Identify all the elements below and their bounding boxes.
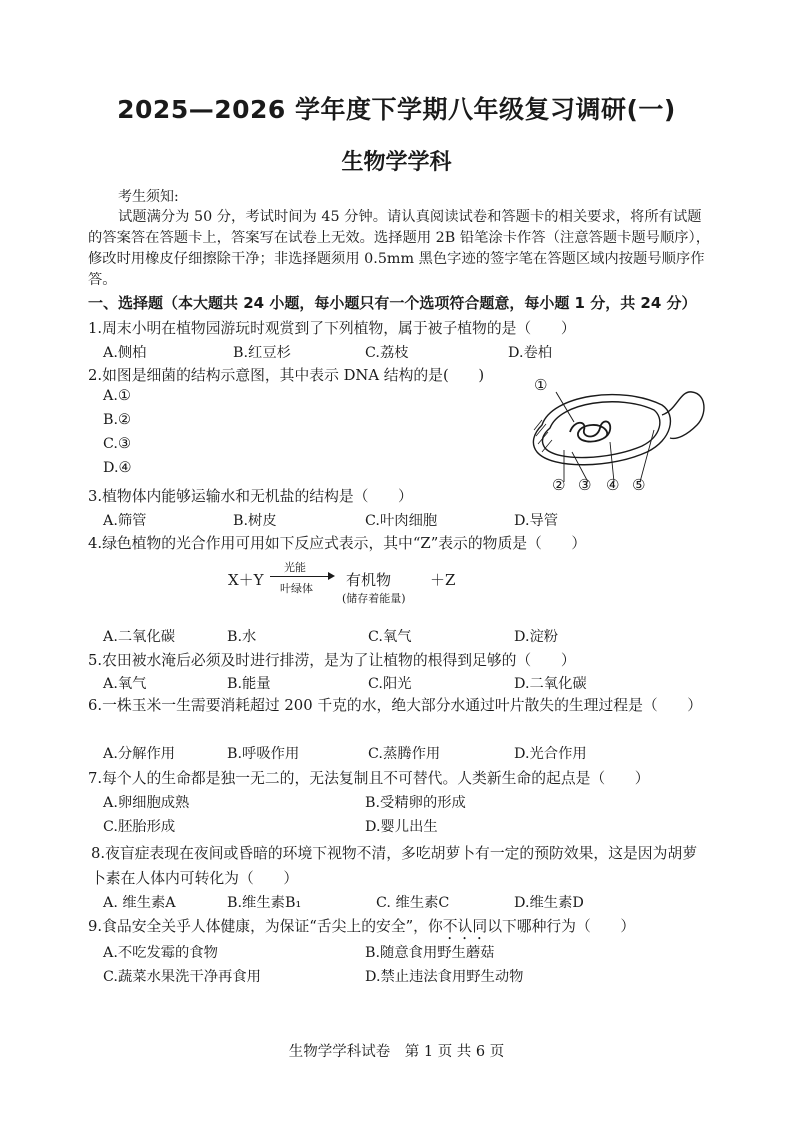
q6-option-a: A.分解作用 bbox=[103, 746, 176, 762]
question-6-stem: 6.一株玉米一生需要消耗超过 200 千克的水，绝大部分水通过叶片散失的生理过程是（ ） bbox=[88, 697, 703, 714]
q2-option-c: C.③ bbox=[103, 436, 131, 452]
q7-option-d: D.婴儿出生 bbox=[365, 819, 438, 835]
equation-condition-chloroplast: 叶绿体 bbox=[280, 582, 313, 595]
question-2-stem: 2.如图是细菌的结构示意图，其中表示 DNA 结构的是( ) bbox=[88, 367, 485, 384]
q1-option-c: C.荔枝 bbox=[365, 345, 409, 361]
q6-option-d: D.光合作用 bbox=[514, 746, 587, 762]
q2-option-a: A.① bbox=[103, 388, 131, 404]
question-1-stem: 1.周末小明在植物园游玩时观赏到了下列植物，属于被子植物的是（ ） bbox=[88, 320, 576, 337]
equation-z: ＋Z bbox=[430, 571, 456, 589]
notice-body: 试题满分为 50 分，考试时间为 45 分钟。请认真阅读试卷和答题卡的相关要求，将所有试题的答案答在答题卡上，答案写在试卷上无效。选择题用 2B 铅笔涂卡作答（注意答题卡题号顺序），修改时用橡皮仔细擦除干净；非选择题须用 0.5mm 黑色字迹的签字笔在答题区域内按题号顺序作答。 bbox=[88, 209, 711, 288]
question-8-stem: 8.夜盲症表现在夜间或昏暗的环境下视物不清，多吃胡萝卜有一定的预防效果，这是因为胡萝卜素在人体内可转化为（ ） bbox=[91, 845, 697, 887]
question-4-stem: 4.绿色植物的光合作用可用如下反应式表示，其中“Z”表示的物质是（ ） bbox=[88, 535, 587, 552]
q9-option-c: C.蔬菜水果洗干净再食用 bbox=[103, 969, 261, 985]
equation-arrow bbox=[270, 576, 332, 577]
q9-stem-emphasis: 不认同 bbox=[442, 918, 488, 935]
q6-option-b: B.呼吸作用 bbox=[227, 746, 300, 762]
q4-option-c: C.氧气 bbox=[368, 629, 412, 645]
question-3-stem: 3.植物体内能够运输水和无机盐的结构是（ ） bbox=[88, 488, 413, 505]
bacterium-membrane bbox=[543, 402, 660, 458]
equation-product-note: (储存着能量) bbox=[342, 592, 406, 605]
q8-option-a: A. 维生素A bbox=[103, 895, 176, 911]
diagram-label-4: ④ bbox=[606, 476, 620, 494]
q2-option-d: D.④ bbox=[103, 460, 132, 476]
diagram-label-3: ③ bbox=[578, 476, 592, 494]
page-footer: 生物学学科试卷 第 1 页 共 6 页 bbox=[288, 1044, 505, 1060]
q5-option-c: C.阳光 bbox=[368, 676, 412, 692]
q7-option-c: C.胚胎形成 bbox=[103, 819, 176, 835]
question-5-stem: 5.农田被水淹后必须及时进行排涝，是为了让植物的根得到足够的（ ） bbox=[88, 652, 576, 669]
bacterium-diagram bbox=[512, 370, 722, 495]
q7-option-a: A.卵细胞成熟 bbox=[103, 795, 190, 811]
question-7-stem: 7.每个人的生命都是独一无二的，无法复制且不可替代。人类新生命的起点是（ ） bbox=[88, 770, 650, 787]
diagram-label-2: ② bbox=[552, 476, 566, 494]
dna-region bbox=[570, 421, 610, 441]
q8-option-c: C. 维生素C bbox=[376, 895, 450, 911]
q5-option-a: A.氧气 bbox=[103, 676, 147, 692]
q9-option-b: B.随意食用野生蘑菇 bbox=[365, 945, 495, 961]
q5-option-d: D.二氧化碳 bbox=[514, 676, 587, 692]
q1-option-a: A.侧柏 bbox=[103, 345, 147, 361]
diagram-label-5: ⑤ bbox=[632, 476, 646, 494]
q7-option-b: B.受精卵的形成 bbox=[365, 795, 466, 811]
arrow-head-icon bbox=[328, 572, 335, 580]
q3-option-a: A.筛管 bbox=[103, 513, 147, 529]
equation-condition-light: 光能 bbox=[284, 561, 306, 574]
notice-heading: 考生须知: bbox=[118, 189, 179, 205]
q5-option-b: B.能量 bbox=[227, 676, 271, 692]
q3-option-d: D.导管 bbox=[514, 513, 559, 529]
q8-option-d: D.维生素D bbox=[514, 895, 584, 911]
equation-product: 有机物 bbox=[346, 571, 392, 589]
q1-option-b: B.红豆杉 bbox=[233, 345, 291, 361]
section-heading: 一、选择题（本大题共 24 小题，每小题只有一个选项符合题意，每小题 1 分，共 24 分） bbox=[88, 294, 697, 312]
exam-title: 2025—2026 学年度下学期八年级复习调研(一) bbox=[117, 95, 676, 124]
exam-subject: 生物学学科 bbox=[341, 150, 452, 175]
q6-option-c: C.蒸腾作用 bbox=[368, 746, 441, 762]
q9-option-a: A.不吃发霉的食物 bbox=[103, 945, 218, 961]
question-9-stem bbox=[88, 915, 635, 943]
photosynthesis-equation bbox=[228, 561, 488, 612]
q2-option-b: B.② bbox=[103, 412, 131, 428]
q4-option-b: B.水 bbox=[227, 629, 257, 645]
q1-option-d: D.卷柏 bbox=[508, 345, 553, 361]
q4-option-a: A.二氧化碳 bbox=[103, 629, 176, 645]
q9-stem-start: 9.食品安全关乎人体健康，为保证“舌尖上的安全”，你 bbox=[88, 918, 443, 935]
q3-option-b: B.树皮 bbox=[233, 513, 277, 529]
q9-option-d: D.禁止违法食用野生动物 bbox=[365, 969, 524, 985]
equation-reactants: X＋Y bbox=[228, 571, 264, 589]
q3-option-c: C.叶肉细胞 bbox=[365, 513, 438, 529]
q9-stem-end: 以下哪种行为（ ） bbox=[487, 918, 636, 935]
diagram-label-1: ① bbox=[534, 376, 548, 394]
q4-option-d: D.淀粉 bbox=[514, 629, 559, 645]
q8-option-b: B.维生素B₁ bbox=[227, 895, 302, 911]
